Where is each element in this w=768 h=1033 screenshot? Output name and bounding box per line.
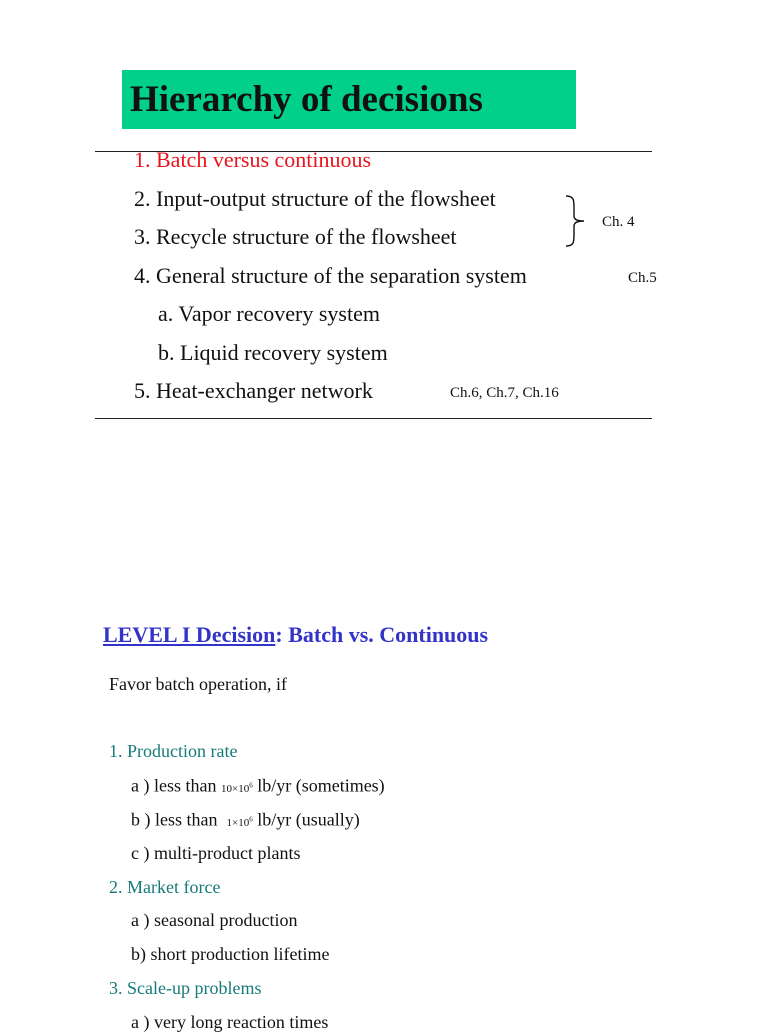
chapter-ref-5: Ch.5 (628, 270, 657, 286)
decision-item-4: 4. General structure of the separation system (134, 263, 527, 288)
decision-item-1: 1. Batch versus continuous (134, 147, 372, 172)
criterion-1a-exponent: 6 (249, 781, 253, 789)
criterion-1: 1. Production rate (109, 741, 238, 761)
criterion-1a (131, 774, 385, 800)
criterion-1c: c ) multi-product plants (131, 843, 301, 863)
criterion-1a-post: lb/yr (sometimes) (252, 775, 385, 796)
decision-item-4b: b. Liquid recovery system (158, 340, 388, 365)
criterion-1b (131, 808, 360, 834)
criterion-1b-exponent: 6 (249, 815, 253, 823)
decision-item-5: 5. Heat-exchanger network (134, 378, 373, 403)
brace-icon (564, 194, 586, 248)
level-heading (103, 622, 488, 648)
level-heading-underlined: LEVEL I Decision (103, 622, 276, 647)
criterion-2: 2. Market force (109, 877, 221, 897)
decision-item-3: 3. Recycle structure of the flowsheet (134, 224, 457, 249)
criterion-1a-number: 10×10 (220, 782, 250, 795)
intro-text: Favor batch operation, if (109, 674, 287, 694)
chapter-ref-6-7-16: Ch.6, Ch.7, Ch.16 (450, 385, 559, 401)
decision-item-4a: a. Vapor recovery system (158, 301, 380, 326)
criterion-1b-number: 1×10 (226, 816, 250, 829)
page-title: Hierarchy of decisions (130, 79, 483, 120)
chapter-ref-4: Ch. 4 (602, 214, 635, 230)
title-banner (122, 70, 576, 129)
bottom-divider (95, 418, 652, 419)
criterion-1a-pre: a ) less than (131, 775, 221, 796)
criterion-2a: a ) seasonal production (131, 910, 298, 930)
criterion-1b-post: lb/yr (usually) (252, 809, 360, 830)
criterion-1b-pre: b ) less than (131, 809, 227, 830)
criterion-2b: b) short production lifetime (131, 944, 330, 964)
criterion-3a: a ) very long reaction times (131, 1012, 329, 1032)
level-heading-rest: : Batch vs. Continuous (275, 622, 489, 647)
criterion-3: 3. Scale-up problems (109, 978, 262, 998)
decision-item-2: 2. Input-output structure of the flowsheet (134, 186, 496, 211)
